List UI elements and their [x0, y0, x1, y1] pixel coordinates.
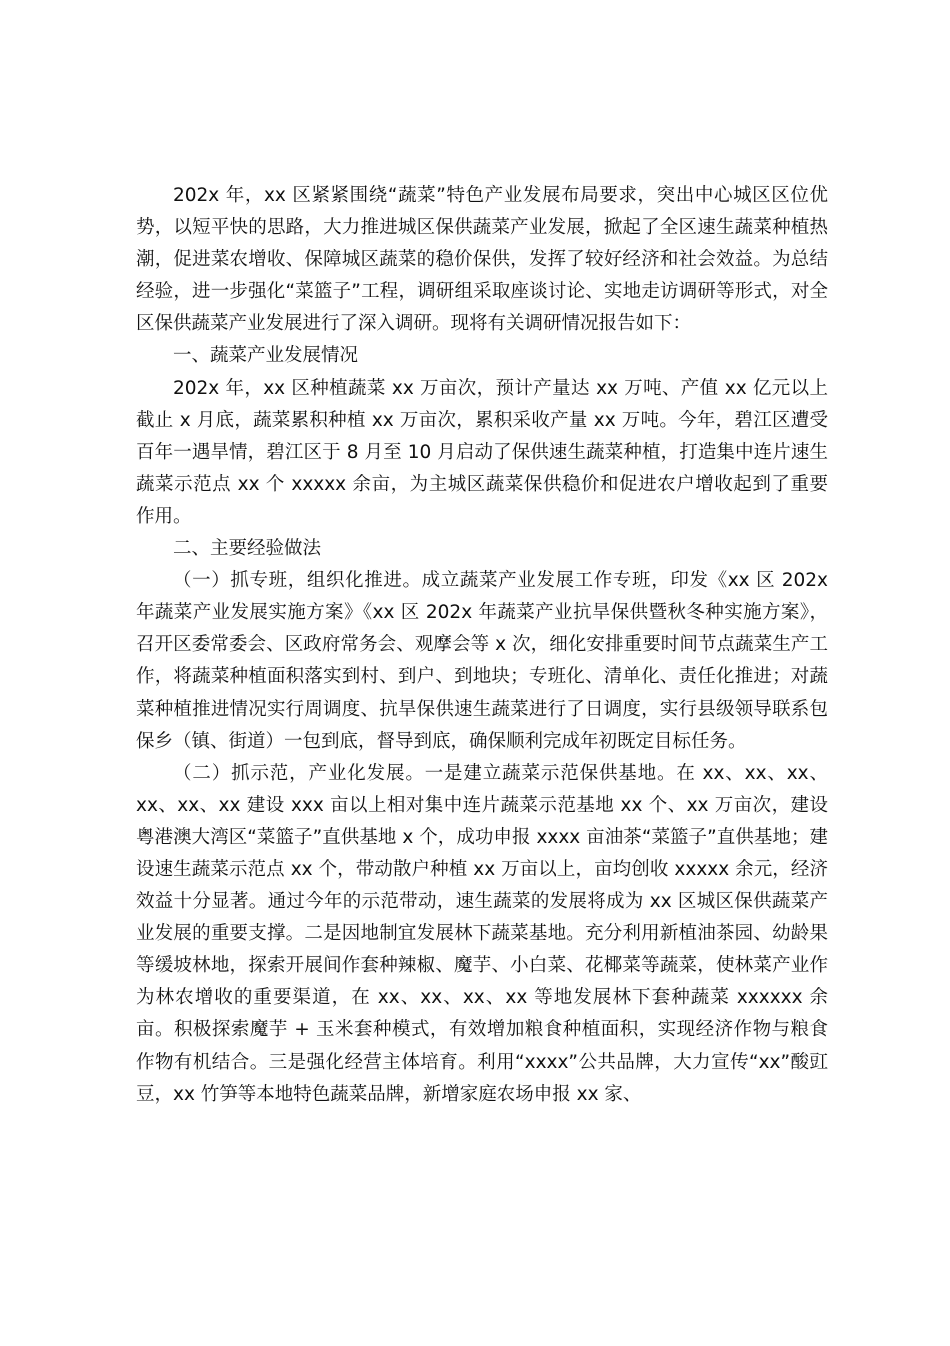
intro-paragraph: 202x 年，xx 区紧紧围绕“蔬菜”特色产业发展布局要求，突出中心城区区位优势，以短平快的思路，大力推进城区保供蔬菜产业发展，掀起了全区速生蔬菜种植热潮，促进菜农增收、保障城区蔬菜的稳价保供，发挥了较好经济和社会效益。为总结经验，进一步强化“菜篮子”工程，调研组采取座谈讨论、实地走访调研等形式，对全区保供蔬菜产业发展进行了深入调研。现将有关调研情况报告如下： [136, 185, 828, 335]
section-heading-1: 一、蔬菜产业发展情况 [173, 345, 359, 367]
section-heading-2: 二、主要经验做法 [173, 538, 322, 560]
document-body [136, 180, 828, 1111]
body-paragraph: （二）抓示范，产业化发展。一是建立蔬菜示范保供基地。在 xx、xx、xx、xx、xx、xx 建设 xxx 亩以上相对集中连片蔬菜示范基地 xx 个、xx 万亩次，建设粤港澳大湾区“菜篮子”直供基地 x 个，成功申报 xxxx 亩油茶“菜篮子”直供基地；建设速生蔬菜示范点 xx 个，带动散户种植 xx 万亩以上，亩均创收 xxxxx 余元，经济效益十分显著。通过今年的示范带动，速生蔬菜的发展将成为 xx 区城区保供蔬菜产业发展的重要支撑。二是因地制宜发展林下蔬菜基地。充分利用新植油茶园、幼龄果等缓坡林地，探索开展间作套种辣椒、魔芋、小白菜、花椰菜等蔬菜，使林菜产业作为林农增收的重要渠道，在 xx、xx、xx、xx 等地发展林下套种蔬菜 xxxxxx 余亩。积极探索魔芋 + 玉米套种模式，有效增加粮食种植面积，实现经济作物与粮食作物有机结合。三是强化经营主体培育。利用“xxxx”公共品牌，大力宣传“xx”酸豇豆，xx 竹笋等本地特色蔬菜品牌，新增家庭农场申报 xx 家、 [136, 762, 828, 1105]
body-paragraph: 202x 年，xx 区种植蔬菜 xx 万亩次，预计产量达 xx 万吨、产值 xx 亿元以上截止 x 月底，蔬菜累积种植 xx 万亩次，累积采收产量 xx 万吨。今年，碧江区遭受百年一遇旱情，碧江区于 8 月至 10 月启动了保供速生蔬菜种植，打造集中连片速生蔬菜示范点 xx 个 xxxxx 余亩，为主城区蔬菜保供稳价和促进农户增收起到了重要作用。 [136, 377, 828, 527]
body-paragraph: （一）抓专班，组织化推进。成立蔬菜产业发展工作专班，印发《xx 区 202x 年蔬菜产业发展实施方案》《xx 区 202x 年蔬菜产业抗旱保供暨秋冬种实施方案》，召开区委常委会、区政府常务会、观摩会等 x 次，细化安排重要时间节点蔬菜生产工作，将蔬菜种植面积落实到村、到户、到地块；专班化、清单化、责任化推进；对蔬菜种植推进情况实行周调度、抗旱保供速生蔬菜进行了日调度，实行县级领导联系包保乡（镇、街道）一包到底，督导到底，确保顺利完成年初既定目标任务。 [136, 570, 828, 752]
